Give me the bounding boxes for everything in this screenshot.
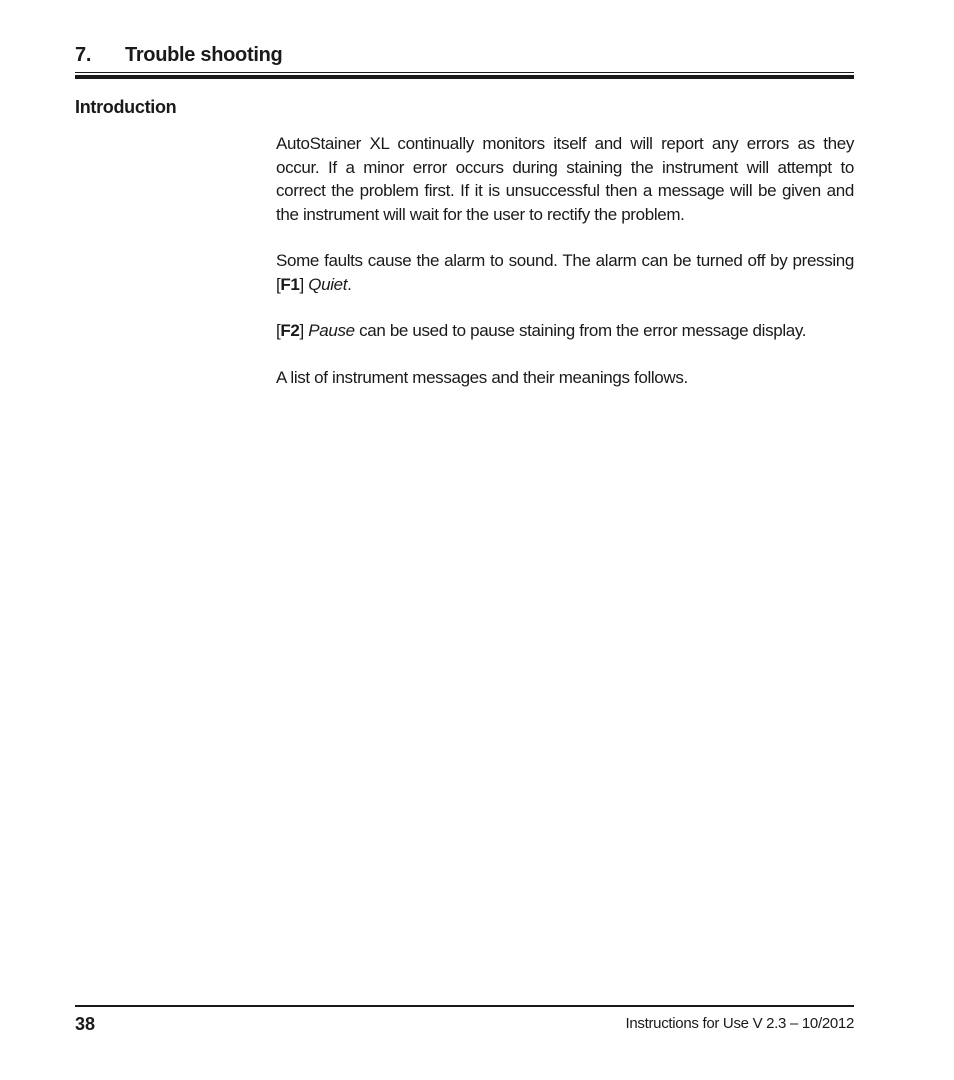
chapter-number: 7. [75,44,92,66]
chapter-title: Trouble shooting [125,44,283,66]
key-f2-open: [ [276,321,281,340]
page-number: 38 [75,1014,96,1034]
paragraph-messages-list: A list of instrument messages and their meanings follows. [276,367,688,387]
action-pause: Pause [308,321,355,340]
alarm-end: . [347,274,352,294]
section-heading: Introduction [75,97,177,117]
paragraph-alarm [276,249,854,296]
header-rule-thick [75,75,854,79]
pause-text: can be used to pause staining from the error message display. [354,321,807,340]
paragraph-pause [276,319,854,343]
key-f2-close: ] [299,321,309,340]
action-quiet: Quiet [308,274,348,294]
footer-document-version: Instructions for Use V 2.3 – 10/2012 [625,1015,854,1032]
body-column [276,132,854,412]
chapter-header [75,44,854,68]
alarm-text: Some faults cause the alarm to sound. The alarm can be turned off by pressing [ [276,251,854,294]
header-rule-thin [75,72,854,73]
key-f1-close: ] [299,274,309,294]
key-f1: F1 [280,274,300,294]
footer-rule [75,1005,854,1007]
paragraph-monitoring: AutoStainer XL continually monitors itself and will report any errors as they occur. If a minor error occurs during staining the instrument will attempt to correct the problem first. If it is unsuccessful then a message will be given and the instrument will wait for the user to rectify the problem. [276,134,854,224]
key-f2: F2 [280,321,300,340]
